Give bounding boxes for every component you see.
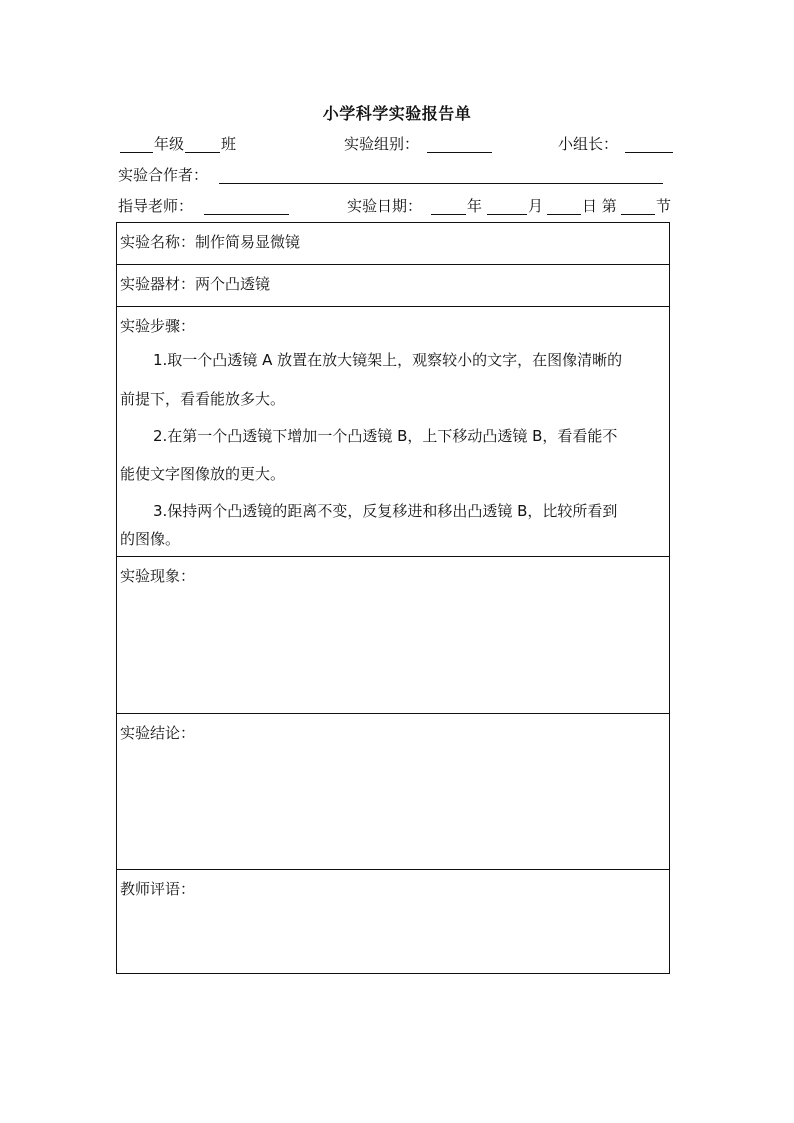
step-line: 能使文字图像放的更大。	[120, 465, 286, 483]
month-label: 月	[528, 197, 544, 215]
partners-label: 实验合作者：	[118, 166, 209, 184]
grade-blank[interactable]	[120, 152, 153, 153]
header-row-3	[118, 195, 674, 217]
period-blank[interactable]	[621, 214, 655, 215]
comment-label: 教师评语：	[120, 880, 196, 898]
step-line: 1.取一个凸透镜 A 放置在放大镜架上，观察较小的文字，在图像清晰的	[153, 351, 623, 369]
experiment-name-value: 制作简易显微镜	[195, 233, 301, 251]
steps-cell	[117, 307, 669, 557]
step-line: 前提下，看看能放多大。	[120, 390, 286, 408]
day-blank[interactable]	[547, 214, 581, 215]
partners-blank[interactable]	[219, 183, 663, 184]
materials-value: 两个凸透镜	[195, 275, 271, 293]
conclusion-label: 实验结论：	[120, 724, 196, 742]
year-blank[interactable]	[431, 214, 466, 215]
conclusion-cell[interactable]	[117, 714, 669, 870]
report-table	[116, 222, 670, 974]
header-row-1	[118, 133, 674, 155]
leader-blank[interactable]	[625, 152, 673, 153]
class-blank[interactable]	[185, 152, 220, 153]
step-line: 的图像。	[120, 530, 181, 548]
step-line: 3.保持两个凸透镜的距离不变，反复移进和移出凸透镜 B，比较所看到	[153, 502, 618, 520]
header-row-2	[118, 164, 674, 186]
year-label: 年	[467, 197, 483, 215]
materials-cell	[117, 265, 669, 307]
experiment-name-cell	[117, 223, 669, 265]
date-label: 实验日期：	[347, 197, 423, 215]
teacher-blank[interactable]	[204, 214, 289, 215]
steps-label: 实验步骤：	[120, 317, 196, 335]
teacher-label: 指导老师：	[118, 197, 194, 215]
comment-cell[interactable]	[117, 870, 669, 973]
leader-label: 小组长：	[558, 135, 619, 153]
class-label: 班	[221, 135, 237, 153]
day-label: 日 第	[582, 197, 617, 215]
period-label: 节	[656, 197, 672, 215]
phenomenon-label: 实验现象：	[120, 567, 196, 585]
experiment-name-label: 实验名称：	[120, 233, 196, 251]
page-title: 小学科学实验报告单	[322, 104, 472, 123]
month-blank[interactable]	[487, 214, 527, 215]
step-line: 2.在第一个凸透镜下增加一个凸透镜 B，上下移动凸透镜 B，看看能不	[153, 427, 618, 445]
group-label: 实验组别：	[344, 135, 420, 153]
phenomenon-cell[interactable]	[117, 557, 669, 714]
materials-label: 实验器材：	[120, 275, 196, 293]
grade-label: 年级	[154, 135, 185, 153]
group-blank[interactable]	[427, 152, 492, 153]
